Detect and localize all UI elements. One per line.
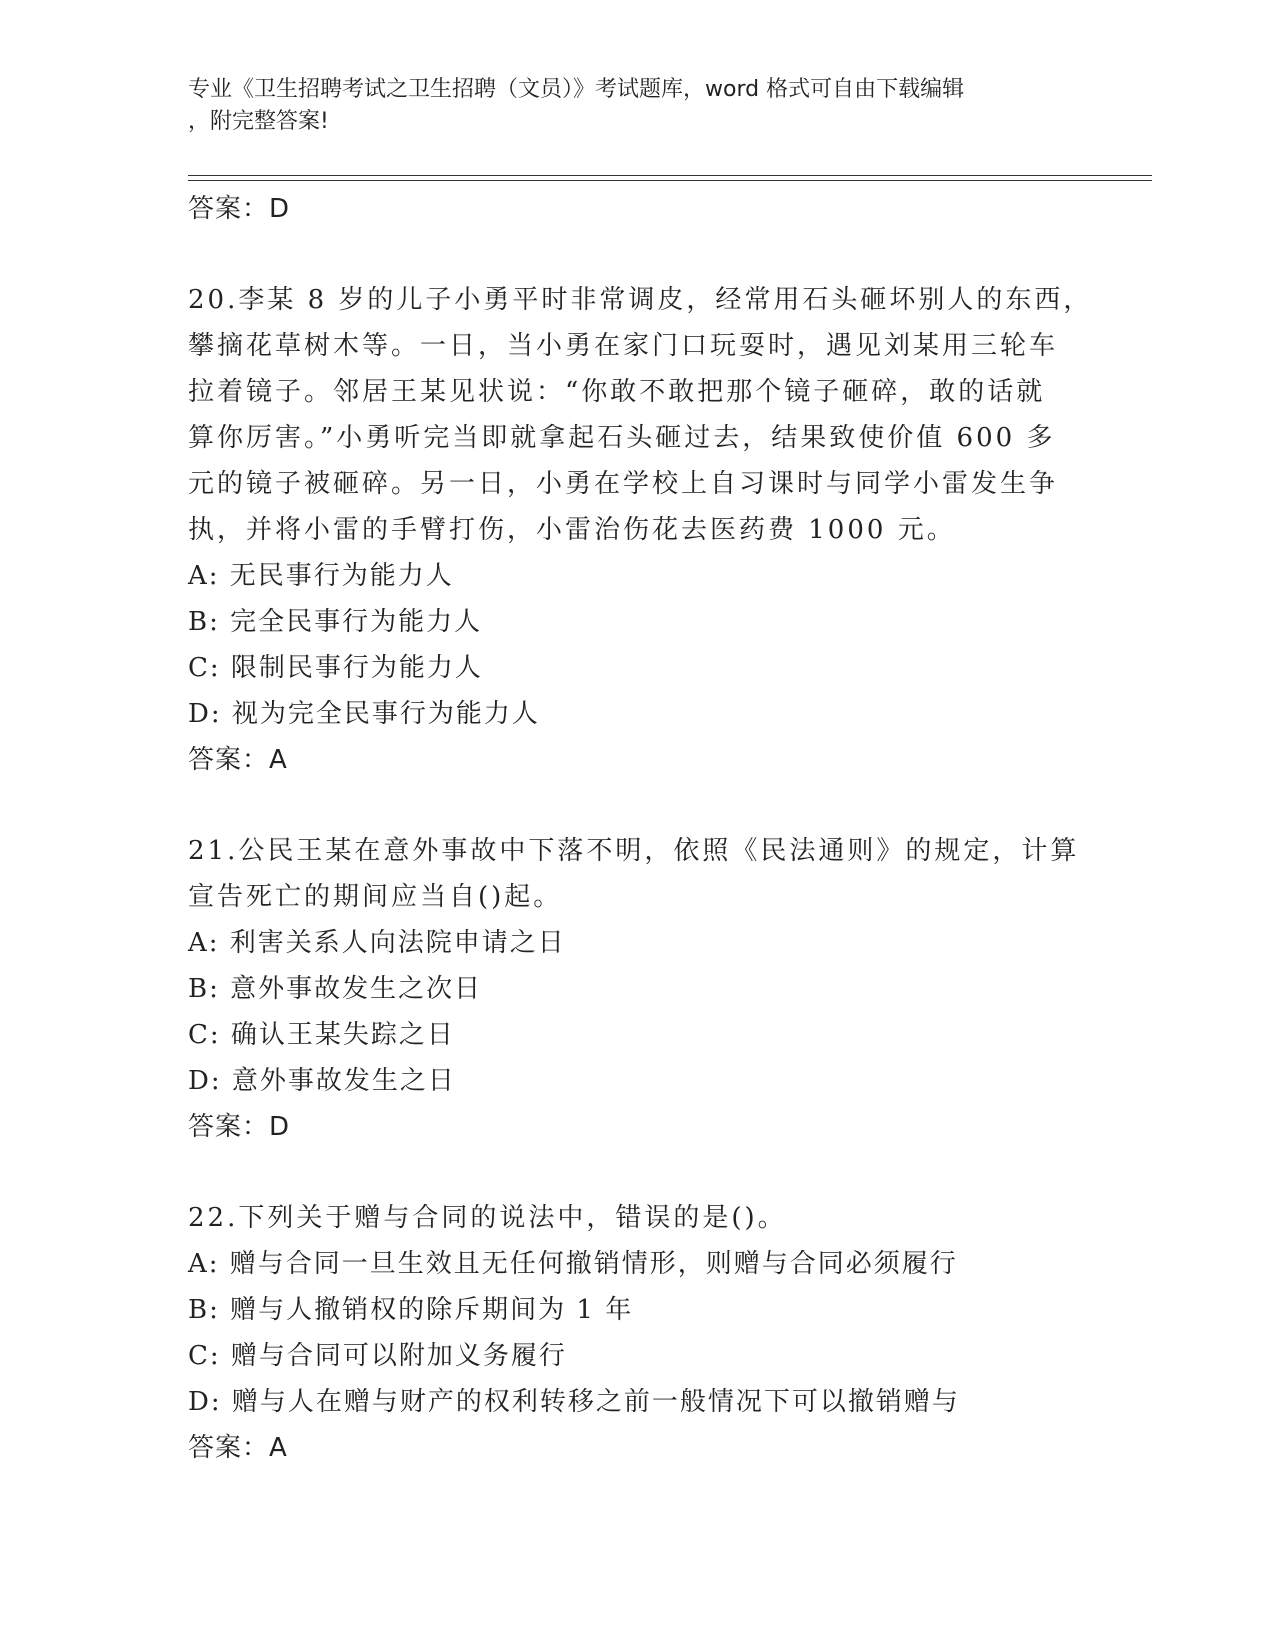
option-d: D: 视为完全民事行为能力人 — [188, 699, 540, 729]
option-c: C: 确认王某失踪之日 — [188, 1020, 455, 1050]
option-c: C: 赠与合同可以附加义务履行 — [188, 1341, 567, 1371]
option-c: C: 限制民事行为能力人 — [188, 653, 483, 683]
question-20 — [188, 277, 1093, 783]
header-line-2: ，附完整答案! — [188, 109, 329, 134]
answer: 答案：D — [188, 1112, 291, 1142]
option-a: A: 无民事行为能力人 — [188, 561, 454, 591]
question-stem-line: 元的镜子被砸碎。另一日，小勇在学校上自习课时与同学小雷发生争 — [188, 469, 1059, 499]
question-stem-line: 拉着镜子。邻居王某见状说：“你敢不敢把那个镜子砸碎，敢的话就 — [188, 377, 1046, 407]
question-list — [188, 186, 1093, 1471]
option-d: D: 赠与人在赠与财产的权利转移之前一般情况下可以撤销赠与 — [188, 1387, 960, 1417]
answer: 答案：A — [188, 745, 288, 775]
question-22 — [188, 1195, 1088, 1471]
option-b: B: 完全民事行为能力人 — [188, 607, 483, 637]
question-stem-line: 算你厉害。”小勇听完当即就拿起石头砸过去，结果致使价值 600 多 — [188, 423, 1056, 453]
question-stem-line: 执，并将小雷的手臂打伤，小雷治伤花去医药费 1000 元。 — [188, 515, 956, 545]
question-stem-line: 20.李某 8 岁的儿子小勇平时非常调皮，经常用石头砸坏别人的东西， — [188, 285, 1093, 315]
question-stem-line: 宣告死亡的期间应当自()起。 — [188, 882, 563, 912]
previous-answer: 答案：D — [188, 194, 291, 224]
option-d: D: 意外事故发生之日 — [188, 1066, 456, 1096]
header-divider — [188, 175, 1152, 176]
option-a: A: 利害关系人向法院申请之日 — [188, 928, 566, 958]
option-b: B: 意外事故发生之次日 — [188, 974, 483, 1004]
question-stem-line: 22.下列关于赠与合同的说法中，错误的是()。 — [188, 1203, 787, 1233]
answer: 答案：A — [188, 1433, 288, 1463]
header-line-1: 专业《卫生招聘考试之卫生招聘（文员）》考试题库，word 格式可自由下载编辑 — [188, 77, 965, 102]
spacer — [188, 232, 1088, 277]
option-b: B: 赠与人撤销权的除斥期间为 1 年 — [188, 1295, 634, 1325]
spacer — [188, 783, 1088, 828]
page-header — [188, 74, 1088, 138]
option-a: A: 赠与合同一旦生效且无任何撤销情形，则赠与合同必须履行 — [188, 1249, 958, 1279]
question-21 — [188, 828, 1088, 1150]
question-stem-line: 攀摘花草树木等。一日，当小勇在家门口玩耍时，遇见刘某用三轮车 — [188, 331, 1059, 361]
spacer — [188, 1150, 1088, 1195]
question-stem-line: 21.公民王某在意外事故中下落不明，依照《民法通则》的规定，计算 — [188, 836, 1080, 866]
header-divider-double — [188, 180, 1152, 181]
